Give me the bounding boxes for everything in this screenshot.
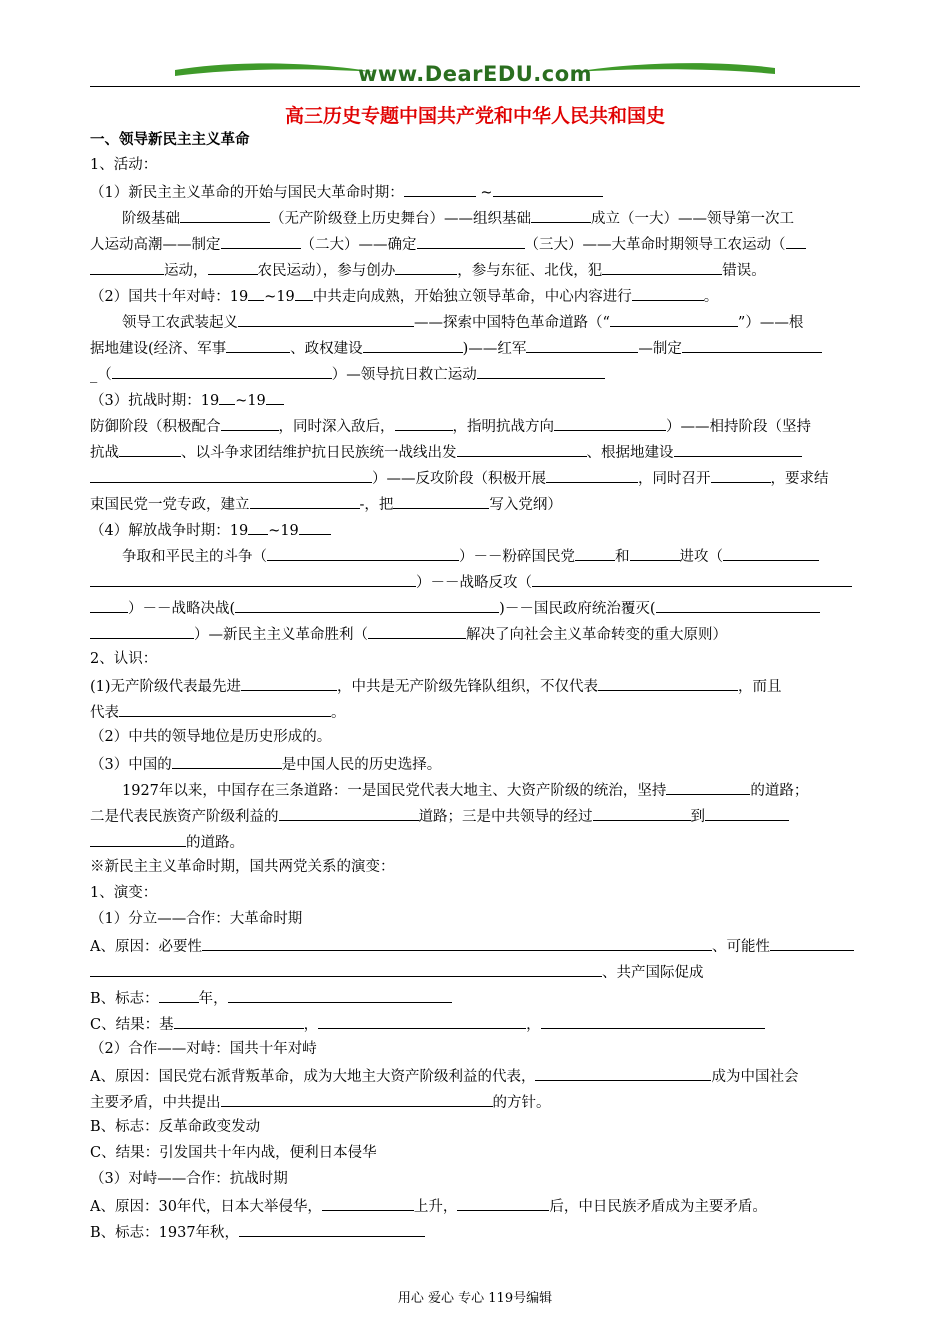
e1-heading: （1）分立——合作：大革命时期 <box>90 911 303 927</box>
q4-detail-4: ）—新民主主义革命胜利（ 解决了向社会主义革命转变的重大原则） <box>90 623 860 645</box>
subsection-activity: 1、活动： <box>90 157 158 173</box>
q1-detail-2: 人运动高潮——制定 （二大）——确定 （三大）——大革命时期领导工农运动（ <box>90 233 860 255</box>
r6-line: 二是代表民族资产阶级利益的 道路；三是中共领导的经过 到 <box>90 805 860 827</box>
q3-detail-3: ）——反攻阶段（积极开展 ，同时召开 ，要求结 <box>90 467 860 489</box>
e3-heading: （3）对峙——合作：抗战时期 <box>90 1171 288 1187</box>
q4-detail-2: ）－－战略反攻（ <box>90 571 860 593</box>
e1-cause-1: A、原因：必要性 、可能性 <box>90 935 860 957</box>
section-heading: 一、领导新民主主义革命 <box>90 131 250 148</box>
section-kmt-ccp-relations: ※新民主主义革命时期，国共两党关系的演变： <box>90 859 395 875</box>
e2-cause-1: A、原因：国民党右派背叛革命，成为大地主大资产阶级利益的代表， 成为中国社会 <box>90 1065 860 1087</box>
q1-line: （1）新民主主义革命的开始与国民大革命时期： ~ <box>90 181 860 203</box>
e3-sign: B、标志：1937年秋， <box>90 1221 860 1243</box>
e2-heading: （2）合作——对峙：国共十年对峙 <box>90 1041 317 1057</box>
r3-line: （2）中共的领导地位是历史形成的。 <box>90 729 332 745</box>
header-rule <box>90 86 860 87</box>
page-title: 高三历史专题中国共产党和中华人民共和国史 <box>284 105 665 127</box>
r4-line: （3）中国的 是中国人民的历史选择。 <box>90 753 860 775</box>
r7-line: 的道路。 <box>90 831 860 853</box>
e2-result: C、结果：引发国共十年内战，便利日本侵华 <box>90 1145 377 1161</box>
r1-line: (1)无产阶级代表最先进 ，中共是无产阶级先锋队组织，不仅代表 ，而且 <box>90 675 860 697</box>
r5-line: 1927年以来，中国存在三条道路：一是国民党代表大地主、大资产阶级的统治，坚持 的道路； <box>90 779 860 801</box>
q3-detail-1: 防御阶段（积极配合 ，同时深入敌后， ，指明抗战方向 ）——相持阶段（坚持 <box>90 415 860 437</box>
subsection-evolution: 1、演变： <box>90 885 158 901</box>
q3-detail-2: 抗战 、以斗争求团结维护抗日民族统一战线出发 、根据地建设 <box>90 441 860 463</box>
r2-line: 代表 。 <box>90 701 860 723</box>
q4-line: （4）解放战争时期：19 ~19 <box>90 519 860 541</box>
e2-cause-2: 主要矛盾，中共提出 的方针。 <box>90 1091 860 1113</box>
q2-line: （2）国共十年对峙：19 ~19 中共走向成熟，开始独立领导革命，中心内容进行 。 <box>90 285 860 307</box>
subsection-understanding: 2、认识： <box>90 651 158 667</box>
e1-cause-2: 、共产国际促成 <box>90 961 860 983</box>
q2-detail-3: _（ ）—领导抗日救亡运动 <box>90 363 860 385</box>
q2-detail-2: 据地建设(经济、军事 、政权建设 )——红军 —制定 <box>90 337 860 359</box>
e1-sign: B、标志： 年， <box>90 987 860 1009</box>
e2-sign: B、标志：反革命政变发动 <box>90 1119 261 1135</box>
q4-detail-3: ）－－战略决战( )－－国民政府统治覆灭( <box>90 597 860 619</box>
q1-detail-1: 阶级基础 （无产阶级登上历史舞台）——组织基础 成立（一大）——领导第一次工 <box>90 207 860 229</box>
q1-detail-3: 运动， 农民运动），参与创办 ，参与东征、北伐，犯 错误。 <box>90 259 860 281</box>
e3-cause: A、原因：30年代，日本大举侵华， 上升， 后，中日民族矛盾成为主要矛盾。 <box>90 1195 860 1217</box>
q3-line: （3）抗战时期：19 ~19 <box>90 389 860 411</box>
page-footer: 用心 爱心 专心 119号编辑 <box>397 1291 553 1306</box>
logo-text: www.DearEDU.com <box>357 62 593 86</box>
e1-result: C、结果：基 ， ， <box>90 1013 860 1035</box>
q4-detail-1: 争取和平民主的斗争（ ）－－粉碎国民党 和 进攻（ <box>90 545 860 567</box>
q2-detail-1: 领导工农武装起义 ——探索中国特色革命道路（“ ”）——根 <box>90 311 860 333</box>
q3-detail-4: 束国民党一党专政，建立 -，把 写入党纲） <box>90 493 860 515</box>
